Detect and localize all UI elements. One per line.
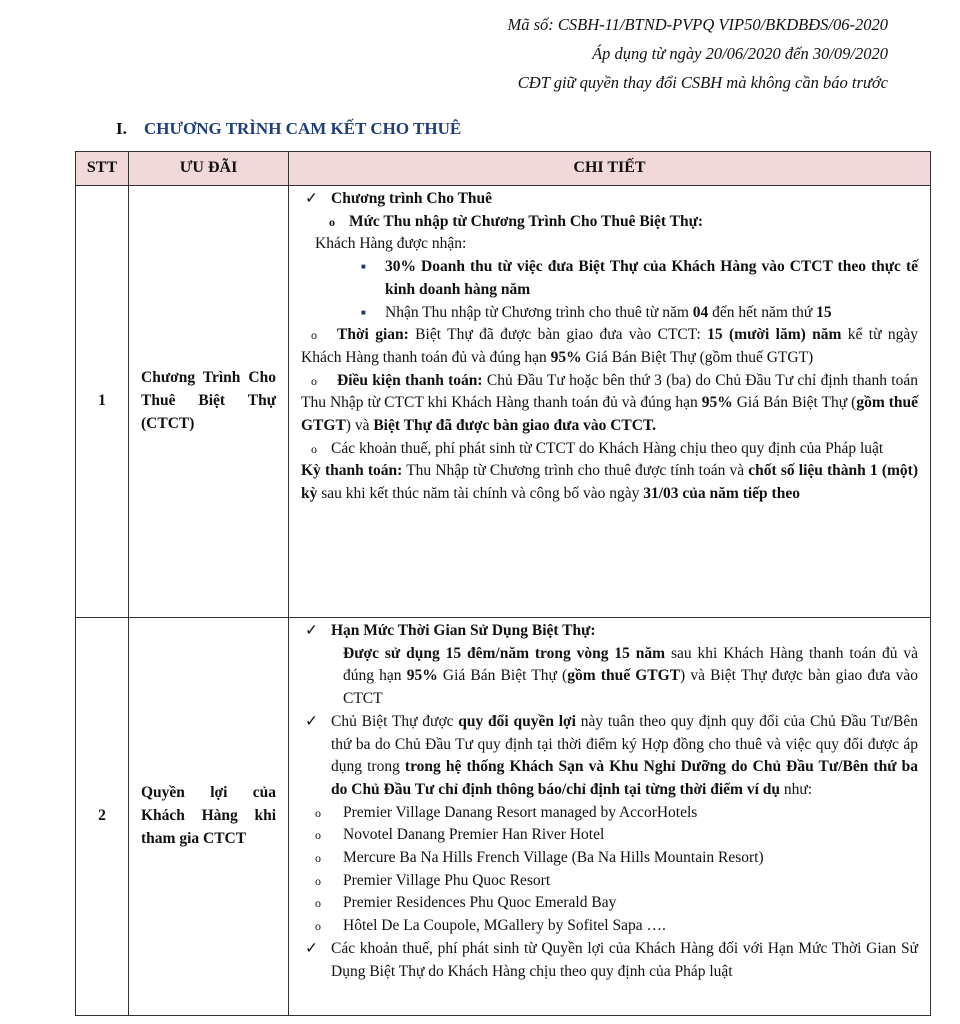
usage-limit-text: Được sử dụng 15 đêm/năm trong vòng 15 năm sau khi Khách Hàng thanh toán đủ và đúng hạn 95% Giá Bán Biệt Thự (gồm thuế GTGT) và Biệt Thự được bàn giao đưa vào CTCT bbox=[343, 644, 918, 708]
list-item: o Mercure Ba Na Hills French Village (Ba Na Hills Mountain Resort) bbox=[301, 847, 918, 870]
benefit-details bbox=[289, 618, 931, 1016]
rental-program-table bbox=[75, 151, 931, 1016]
table-header-row bbox=[76, 152, 931, 186]
circle-bullet-icon: o bbox=[315, 805, 321, 820]
customer-receives: Khách Hàng được nhận: bbox=[315, 235, 467, 253]
circle-bullet-icon: o bbox=[311, 441, 317, 456]
circle-bullet-icon: o bbox=[315, 851, 321, 866]
check-icon: ✓ bbox=[305, 939, 318, 957]
circle-bullet-icon: o bbox=[315, 896, 321, 911]
row-number: 1 bbox=[76, 186, 129, 618]
benefit-name: Quyền lợi của Khách Hàng khi tham gia CTCT bbox=[129, 618, 289, 1016]
row-number: 2 bbox=[76, 618, 129, 1016]
table-row bbox=[76, 618, 931, 1016]
header-uu-dai: ƯU ĐÃI bbox=[129, 152, 289, 186]
revenue-share: ■ 30% Doanh thu từ việc đưa Biệt Thự của Khách Hàng vào CTCT theo thực tế kinh doanh hàng năm bbox=[361, 258, 918, 298]
change-notice: CĐT giữ quyền thay đổi CSBH mà không cần báo trước bbox=[517, 73, 888, 92]
payment-period-text: Kỳ thanh toán: Thu Nhập từ Chương trình cho thuê được tính toán và chốt số liệu thành 1 (một) kỳ sau khi kết thúc năm tài chính và công bố vào ngày 31/03 của năm tiếp theo bbox=[301, 462, 918, 503]
header-stt: STT bbox=[76, 152, 129, 186]
check-icon: ✓ bbox=[305, 190, 318, 207]
list-item: o Premier Village Phu Quoc Resort bbox=[301, 870, 918, 893]
circle-bullet-icon: o bbox=[311, 328, 317, 343]
section-heading: CHƯƠNG TRÌNH CAM KẾT CHO THUÊ bbox=[144, 119, 462, 138]
table-row bbox=[76, 186, 931, 618]
benefit-name: Chương Trình Cho Thuê Biệt Thự (CTCT) bbox=[129, 186, 289, 618]
circle-bullet-icon: o bbox=[315, 919, 321, 934]
check-icon: ✓ bbox=[305, 622, 318, 639]
payment-condition-text: o Điều kiện thanh toán: Chủ Đầu Tư hoặc bên thứ 3 (ba) do Chủ Đầu Tư chỉ định thanh toán Thu Nhập từ CTCT khi Khách Hàng thanh toán đủ và đúng hạn 95% Giá Bán Biệt Thự (gồm thuế GTGT) và Biệt Thự đã được bàn giao đưa vào CTCT. bbox=[301, 371, 918, 435]
check-icon: ✓ bbox=[305, 712, 318, 730]
list-item: o Novotel Danang Premier Han River Hotel bbox=[301, 824, 918, 847]
list-item: o Hôtel De La Coupole, MGallery by Sofitel Sapa …. bbox=[301, 915, 918, 938]
program-heading: ✓ Chương trình Cho Thuê bbox=[301, 188, 918, 211]
policy-code: Mã số: CSBH-11/BTND-PVPQ VIP50/BKDBĐS/06-2020 bbox=[507, 15, 888, 34]
circle-bullet-icon: o bbox=[315, 828, 321, 843]
circle-bullet-icon: o bbox=[315, 873, 321, 888]
income-period: ■ Nhận Thu nhập từ Chương trình cho thuê từ năm 04 đến hết năm thứ 15 bbox=[301, 302, 918, 325]
usage-limit-heading: ✓ Hạn Mức Thời Gian Sử Dụng Biệt Thự: bbox=[301, 620, 918, 643]
section-number: I. bbox=[116, 119, 127, 138]
square-bullet-icon: ■ bbox=[361, 262, 366, 272]
income-heading: o Mức Thu nhập từ Chương Trình Cho Thuê Biệt Thự: bbox=[301, 211, 918, 234]
applied-period: Áp dụng từ ngày 20/06/2020 đến 30/09/2020 bbox=[592, 44, 888, 63]
section-title bbox=[116, 119, 461, 139]
tax-text: ✓ Các khoản thuế, phí phát sinh từ Quyền lợi của Khách Hàng đối với Hạn Mức Thời Gian Sử Dụng Biệt Thự do Khách Hàng chịu theo quy định của Pháp luật bbox=[305, 939, 918, 980]
document-meta bbox=[507, 10, 888, 97]
square-bullet-icon: ■ bbox=[361, 307, 366, 317]
header-chi-tiet: CHI TIẾT bbox=[289, 152, 931, 186]
benefit-details bbox=[289, 186, 931, 618]
tax-text: o Các khoản thuế, phí phát sinh từ CTCT do Khách Hàng chịu theo quy định của Pháp luật bbox=[301, 438, 918, 461]
term-text: o Thời gian: Biệt Thự đã được bàn giao đưa vào CTCT: 15 (mười lăm) năm kể từ ngày Khách Hàng thanh toán đủ và đúng hạn 95% Giá Bán Biệt Thự (gồm thuế GTGT) bbox=[301, 326, 918, 366]
list-item: o Premier Residences Phu Quoc Emerald Bay bbox=[301, 892, 918, 915]
circle-bullet-icon: o bbox=[311, 373, 317, 388]
conversion-text: ✓ Chủ Biệt Thự được quy đổi quyền lợi này tuân theo quy định quy đổi của Chủ Đầu Tư/Bên thứ ba do Chủ Đầu Tư quy định tại thời điểm ký Hợp đồng cho thuê và việc quy đổi được áp dụng trong trong hệ thống Khách Sạn và Khu Nghỉ Dưỡng do Chủ Đầu Tư/Bên thứ ba do Chủ Đầu Tư chỉ định thông báo/chỉ định tại từng thời điểm ví dụ như: bbox=[305, 712, 918, 798]
list-item: o Premier Village Danang Resort managed by AccorHotels bbox=[301, 802, 918, 825]
circle-bullet-icon: o bbox=[329, 214, 335, 229]
